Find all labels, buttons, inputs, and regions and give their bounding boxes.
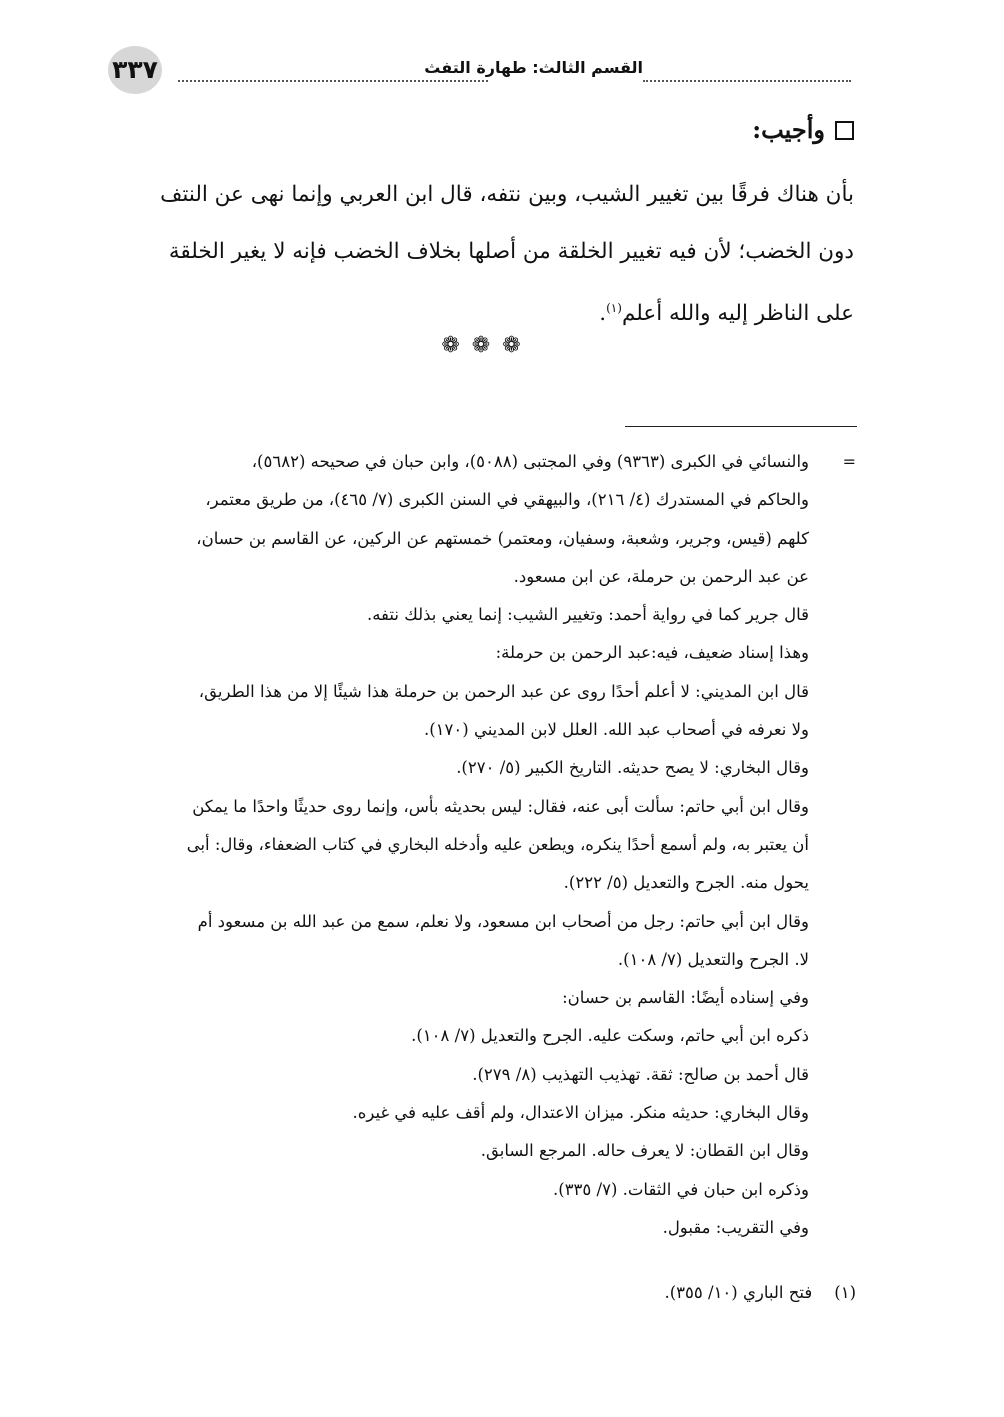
footnote-line: كلهم (قيس، وجرير، وشعبة، وسفيان، ومعتمر) خمستهم عن الركين، عن القاسم بن حسان، (196, 528, 809, 548)
footnote-line: وهذا إسناد ضعيف، فيه:عبد الرحمن بن حرملة: (495, 643, 809, 663)
page-number: ٣٣٧ (108, 46, 162, 94)
page-header (108, 46, 853, 94)
main-line-3-text: على الناظر إليه والله أعلم (621, 301, 854, 327)
running-title: القسم الثالث: طهارة التفث (424, 58, 643, 77)
footnote-line: والحاكم في المستدرك (٤/ ٢١٦)، والبيهقي في السنن الكبرى (٧/ ٤٦٥)، من طريق معتمر، (205, 490, 809, 510)
footnote-continuation-marker: = (842, 452, 856, 471)
footnote-1-marker: (١) (834, 1283, 856, 1302)
footnote-line: وقال ابن أبي حاتم: رجل من أصحاب ابن مسعود، ولا نعلم، سمع من عبد الله بن مسعود أم (197, 911, 809, 931)
footnote-line: يحول منه. الجرح والتعديل (٥/ ٢٢٢). (563, 873, 809, 893)
footnote-line: عن عبد الرحمن بن حرملة، عن ابن مسعود. (513, 566, 809, 586)
footnote-line: ولا نعرفه في أصحاب عبد الله. العلل لابن المديني (١٧٠). (423, 720, 809, 740)
footnote-line: قال ابن المديني: لا أعلم أحدًا روى عن عبد الرحمن بن حرملة هذا شيئًا إلا من هذا الطريق، (198, 681, 809, 701)
footnote-1-text: فتح الباري (١٠/ ٣٥٥). (664, 1283, 813, 1302)
section-heading (752, 112, 854, 148)
main-paragraph (118, 166, 854, 342)
footnote-line: وذكره ابن حبان في الثقات. (٧/ ٣٣٥). (553, 1179, 809, 1199)
footnotes-block (119, 443, 809, 1247)
header-dotted-leader-right (643, 60, 851, 82)
footnote-separator (625, 426, 857, 427)
footnote-line: وفي إسناده أيضًا: القاسم بن حسان: (562, 988, 809, 1008)
footnote-line: قال أحمد بن صالح: ثقة. تهذيب التهذيب (٨/ ٢٧٩). (472, 1064, 809, 1084)
footnote-line: وقال البخاري: حديثه منكر. ميزان الاعتدال، ولم أقف عليه في غيره. (352, 1103, 809, 1123)
footnote-line: وفي التقريب: مقبول. (662, 1217, 809, 1237)
main-line-1: بأن هناك فرقًا بين تغيير الشيب، وبين نتفه، قال ابن العربي وإنما نهى عن النتف (160, 182, 854, 207)
footnote-1 (664, 1278, 856, 1308)
footnote-line: قال جرير كما في رواية أحمد: وتغيير الشيب: إنما يعني بذلك نتفه. (366, 605, 809, 625)
footnote-line: أن يعتبر به، ولم أسمع أحدًا ينكره، ويطعن عليه وأدخله البخاري في كتاب الضعفاء، وقال: أبى (186, 834, 809, 854)
footnote-line: والنسائي في الكبرى (٩٣٦٣) وفي المجتبى (٥٠٨٨)، وابن حبان في صحيحه (٥٦٨٢)، (251, 452, 809, 471)
section-heading-label: وأجيب: (752, 115, 825, 144)
square-bullet-icon (835, 121, 854, 140)
footnote-line: ذكره ابن أبي حاتم، وسكت عليه. الجرح والتعديل (٧/ ١٠٨). (411, 1026, 809, 1046)
footnote-line: وقال ابن القطان: لا يعرف حاله. المرجع السابق. (480, 1141, 809, 1161)
footnote-line: وقال البخاري: لا يصح حديثه. التاريخ الكبير (٥/ ٢٧٠). (456, 758, 809, 778)
footnote-line: وقال ابن أبي حاتم: سألت أبى عنه، فقال: ليس بحديثه بأس، وإنما روى حديثًا واحدًا ما يمكن (192, 796, 809, 816)
main-line-3-end: . (599, 301, 607, 327)
footnote-reference[interactable]: (١) (606, 301, 622, 315)
footnote-line: لا. الجرح والتعديل (٧/ ١٠٨). (617, 949, 809, 969)
section-divider-ornaments: ❁❁❁ (441, 333, 533, 358)
main-line-2: دون الخضب؛ لأن فيه تغيير الخلقة من أصلها بخلاف الخضب فإنه لا يغير الخلقة (168, 239, 854, 264)
